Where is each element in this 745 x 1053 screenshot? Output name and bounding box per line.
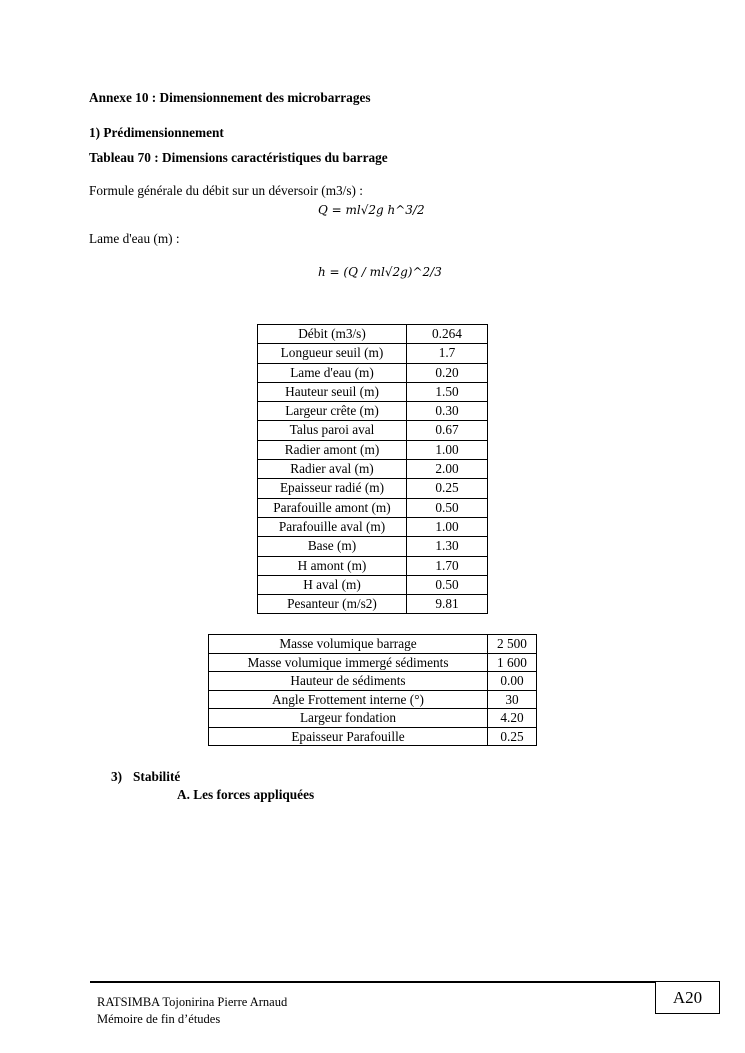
row-label: Base (m) (258, 537, 407, 556)
row-value: 0.25 (407, 479, 488, 498)
table-row (209, 635, 537, 654)
table-row (258, 517, 488, 536)
row-value: 0.25 (488, 727, 537, 746)
row-value: 1.7 (407, 344, 488, 363)
row-label: Lame d'eau (m) (258, 363, 407, 382)
table-row (258, 479, 488, 498)
row-label: Longueur seuil (m) (258, 344, 407, 363)
footer-subtitle: Mémoire de fin d’études (97, 1012, 221, 1026)
row-value: 30 (488, 690, 537, 709)
row-value: 1.30 (407, 537, 488, 556)
table-row (209, 709, 537, 728)
table-row (258, 498, 488, 517)
row-label: Masse volumique barrage (209, 635, 488, 654)
table-row (258, 595, 488, 614)
table-row (258, 556, 488, 575)
row-label: Radier amont (m) (258, 440, 407, 459)
row-value: 1.00 (407, 517, 488, 536)
table-row (209, 690, 537, 709)
table-row (258, 363, 488, 382)
row-value: 1 600 (488, 653, 537, 672)
row-label: H aval (m) (258, 575, 407, 594)
page-number: A20 (655, 981, 720, 1014)
row-label: Parafouille amont (m) (258, 498, 407, 517)
row-label: Angle Frottement interne (°) (209, 690, 488, 709)
row-value: 0.50 (407, 575, 488, 594)
row-value: 9.81 (407, 595, 488, 614)
table-row (258, 537, 488, 556)
row-label: Pesanteur (m/s2) (258, 595, 407, 614)
row-value: 0.67 (407, 421, 488, 440)
table-row (258, 440, 488, 459)
table-row (258, 382, 488, 401)
subsection-heading: A. Les forces appliquées (177, 787, 315, 802)
table-row (258, 460, 488, 479)
row-value: 1.70 (407, 556, 488, 575)
section-number: 3) (111, 769, 123, 784)
row-label: Epaisseur radié (m) (258, 479, 407, 498)
row-value: 0.20 (407, 363, 488, 382)
formula-label: Formule générale du débit sur un déversoir (m3/s) : (89, 183, 363, 198)
row-label: Parafouille aval (m) (258, 517, 407, 536)
row-value: 0.00 (488, 672, 537, 691)
table-row (258, 402, 488, 421)
footer-divider (90, 981, 656, 983)
row-value: 4.20 (488, 709, 537, 728)
row-label: Hauteur de sédiments (209, 672, 488, 691)
row-label: Masse volumique immergé sédiments (209, 653, 488, 672)
annex-title: Annexe 10 : Dimensionnement des microbarrages (89, 90, 371, 105)
table-row (258, 344, 488, 363)
table-row (258, 575, 488, 594)
row-value: 1.50 (407, 382, 488, 401)
section-heading-stabilite: Stabilité (133, 769, 181, 784)
row-value: 2.00 (407, 460, 488, 479)
table-row (258, 325, 488, 344)
row-label: H amont (m) (258, 556, 407, 575)
row-label: Largeur fondation (209, 709, 488, 728)
row-value: 0.30 (407, 402, 488, 421)
row-label: Débit (m3/s) (258, 325, 407, 344)
row-value: 1.00 (407, 440, 488, 459)
dimensions-table (257, 324, 488, 614)
lame-label: Lame d'eau (m) : (89, 231, 180, 246)
discharge-formula: Q = ml√2g h^3/2 (318, 203, 425, 217)
row-label: Radier aval (m) (258, 460, 407, 479)
row-value: 0.50 (407, 498, 488, 517)
properties-table (208, 634, 537, 746)
row-label: Hauteur seuil (m) (258, 382, 407, 401)
row-label: Talus paroi aval (258, 421, 407, 440)
footer-author: RATSIMBA Tojonirina Pierre Arnaud (97, 995, 288, 1009)
table-row (209, 727, 537, 746)
section-heading: 1) Prédimensionnement (89, 125, 224, 140)
table-row (258, 421, 488, 440)
row-label: Largeur crête (m) (258, 402, 407, 421)
row-value: 0.264 (407, 325, 488, 344)
table-caption: Tableau 70 : Dimensions caractéristiques du barrage (89, 150, 388, 165)
row-label: Epaisseur Parafouille (209, 727, 488, 746)
table-row (209, 672, 537, 691)
lame-formula: h = (Q / ml√2g)^2/3 (318, 265, 442, 279)
table-row (209, 653, 537, 672)
row-value: 2 500 (488, 635, 537, 654)
